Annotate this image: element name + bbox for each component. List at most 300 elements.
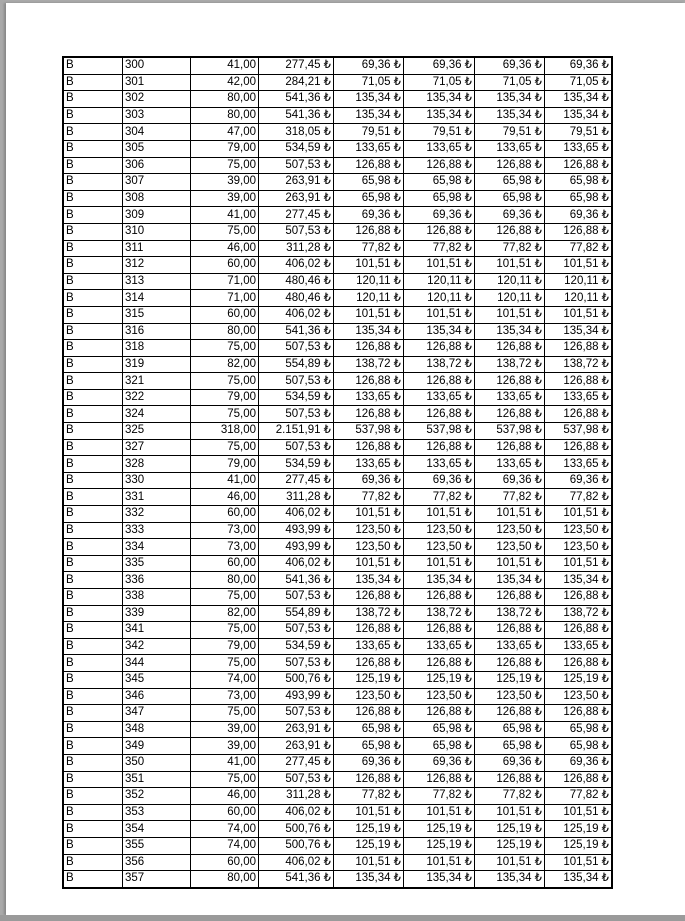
block-cell: B	[63, 389, 123, 406]
installment-2-cell: 126,88 ₺	[404, 223, 475, 240]
installment-1-cell: 138,72 ₺	[334, 605, 404, 622]
unit-no-cell: 311	[123, 240, 191, 257]
total-amount-cell: 493,99 ₺	[259, 522, 334, 539]
installment-1-cell: 65,98 ₺	[334, 738, 404, 755]
installment-1-cell: 126,88 ₺	[334, 373, 404, 390]
total-amount-cell: 406,02 ₺	[259, 804, 334, 821]
installment-3-cell: 126,88 ₺	[475, 223, 545, 240]
installment-3-cell: 138,72 ₺	[475, 605, 545, 622]
unit-no-cell: 353	[123, 804, 191, 821]
unit-no-cell: 330	[123, 472, 191, 489]
installment-1-cell: 133,65 ₺	[334, 638, 404, 655]
block-cell: B	[63, 472, 123, 489]
table-row	[63, 456, 612, 473]
area-cell: 39,00	[191, 721, 259, 738]
unit-no-cell: 310	[123, 223, 191, 240]
total-amount-cell: 406,02 ₺	[259, 854, 334, 871]
installment-1-cell: 65,98 ₺	[334, 721, 404, 738]
installment-3-cell: 135,34 ₺	[475, 871, 545, 888]
total-amount-cell: 507,53 ₺	[259, 622, 334, 639]
installment-1-cell: 77,82 ₺	[334, 788, 404, 805]
installment-1-cell: 135,34 ₺	[334, 572, 404, 589]
block-cell: B	[63, 340, 123, 357]
total-amount-cell: 500,76 ₺	[259, 837, 334, 854]
area-cell: 75,00	[191, 771, 259, 788]
table-row	[63, 489, 612, 506]
area-cell: 80,00	[191, 572, 259, 589]
area-cell: 41,00	[191, 754, 259, 771]
installment-4-cell: 101,51 ₺	[545, 306, 613, 323]
total-amount-cell: 541,36 ₺	[259, 871, 334, 888]
installment-4-cell: 101,51 ₺	[545, 506, 613, 523]
area-cell: 82,00	[191, 605, 259, 622]
table-row	[63, 821, 612, 838]
installment-1-cell: 126,88 ₺	[334, 589, 404, 606]
installment-1-cell: 133,65 ₺	[334, 389, 404, 406]
unit-no-cell: 355	[123, 837, 191, 854]
installment-3-cell: 101,51 ₺	[475, 306, 545, 323]
table-body	[63, 57, 612, 888]
installment-4-cell: 69,36 ₺	[545, 207, 613, 224]
installment-1-cell: 69,36 ₺	[334, 207, 404, 224]
installment-3-cell: 69,36 ₺	[475, 472, 545, 489]
area-cell: 75,00	[191, 157, 259, 174]
block-cell: B	[63, 240, 123, 257]
area-cell: 75,00	[191, 589, 259, 606]
area-cell: 82,00	[191, 356, 259, 373]
table-row	[63, 273, 612, 290]
total-amount-cell: 263,91 ₺	[259, 738, 334, 755]
installment-4-cell: 126,88 ₺	[545, 622, 613, 639]
installment-3-cell: 126,88 ₺	[475, 406, 545, 423]
total-amount-cell: 507,53 ₺	[259, 589, 334, 606]
total-amount-cell: 318,05 ₺	[259, 124, 334, 141]
installment-2-cell: 138,72 ₺	[404, 605, 475, 622]
table-row	[63, 207, 612, 224]
installment-3-cell: 135,34 ₺	[475, 323, 545, 340]
installment-3-cell: 126,88 ₺	[475, 622, 545, 639]
total-amount-cell: 507,53 ₺	[259, 340, 334, 357]
total-amount-cell: 311,28 ₺	[259, 788, 334, 805]
installment-4-cell: 69,36 ₺	[545, 754, 613, 771]
table-row	[63, 705, 612, 722]
table-row	[63, 389, 612, 406]
installment-4-cell: 138,72 ₺	[545, 605, 613, 622]
total-amount-cell: 263,91 ₺	[259, 174, 334, 191]
installment-4-cell: 101,51 ₺	[545, 854, 613, 871]
installment-1-cell: 126,88 ₺	[334, 771, 404, 788]
total-amount-cell: 507,53 ₺	[259, 373, 334, 390]
table-row	[63, 240, 612, 257]
table-row	[63, 522, 612, 539]
area-cell: 79,00	[191, 140, 259, 157]
installment-4-cell: 126,88 ₺	[545, 406, 613, 423]
installment-3-cell: 101,51 ₺	[475, 804, 545, 821]
block-cell: B	[63, 605, 123, 622]
installment-2-cell: 123,50 ₺	[404, 539, 475, 556]
table-row	[63, 721, 612, 738]
unit-no-cell: 350	[123, 754, 191, 771]
installment-4-cell: 120,11 ₺	[545, 273, 613, 290]
table-row	[63, 638, 612, 655]
installment-4-cell: 126,88 ₺	[545, 771, 613, 788]
unit-no-cell: 341	[123, 622, 191, 639]
block-cell: B	[63, 854, 123, 871]
installment-3-cell: 125,19 ₺	[475, 671, 545, 688]
block-cell: B	[63, 456, 123, 473]
installment-3-cell: 69,36 ₺	[475, 754, 545, 771]
area-cell: 74,00	[191, 837, 259, 854]
installment-1-cell: 101,51 ₺	[334, 306, 404, 323]
installment-3-cell: 123,50 ₺	[475, 688, 545, 705]
installment-1-cell: 101,51 ₺	[334, 804, 404, 821]
installment-4-cell: 65,98 ₺	[545, 174, 613, 191]
total-amount-cell: 507,53 ₺	[259, 223, 334, 240]
installment-2-cell: 101,51 ₺	[404, 854, 475, 871]
unit-no-cell: 312	[123, 257, 191, 274]
unit-no-cell: 333	[123, 522, 191, 539]
installment-2-cell: 133,65 ₺	[404, 638, 475, 655]
block-cell: B	[63, 373, 123, 390]
installment-2-cell: 65,98 ₺	[404, 190, 475, 207]
installment-3-cell: 101,51 ₺	[475, 257, 545, 274]
installment-1-cell: 126,88 ₺	[334, 705, 404, 722]
installment-1-cell: 126,88 ₺	[334, 439, 404, 456]
installment-2-cell: 126,88 ₺	[404, 705, 475, 722]
table-row	[63, 655, 612, 672]
installment-2-cell: 133,65 ₺	[404, 140, 475, 157]
installment-3-cell: 125,19 ₺	[475, 837, 545, 854]
unit-no-cell: 314	[123, 290, 191, 307]
installment-3-cell: 135,34 ₺	[475, 572, 545, 589]
installment-4-cell: 125,19 ₺	[545, 671, 613, 688]
block-cell: B	[63, 671, 123, 688]
installment-2-cell: 126,88 ₺	[404, 373, 475, 390]
installment-1-cell: 125,19 ₺	[334, 837, 404, 854]
installment-3-cell: 138,72 ₺	[475, 356, 545, 373]
unit-no-cell: 315	[123, 306, 191, 323]
installment-2-cell: 69,36 ₺	[404, 57, 475, 74]
block-cell: B	[63, 74, 123, 91]
table-row	[63, 837, 612, 854]
installment-3-cell: 133,65 ₺	[475, 140, 545, 157]
block-cell: B	[63, 140, 123, 157]
installment-3-cell: 123,50 ₺	[475, 539, 545, 556]
installment-2-cell: 69,36 ₺	[404, 472, 475, 489]
installment-3-cell: 126,88 ₺	[475, 655, 545, 672]
area-cell: 47,00	[191, 124, 259, 141]
table-row	[63, 754, 612, 771]
unit-no-cell: 316	[123, 323, 191, 340]
installment-4-cell: 123,50 ₺	[545, 522, 613, 539]
installment-3-cell: 71,05 ₺	[475, 74, 545, 91]
total-amount-cell: 554,89 ₺	[259, 605, 334, 622]
installment-4-cell: 69,36 ₺	[545, 472, 613, 489]
installment-3-cell: 133,65 ₺	[475, 456, 545, 473]
total-amount-cell: 500,76 ₺	[259, 671, 334, 688]
total-amount-cell: 507,53 ₺	[259, 406, 334, 423]
table-row	[63, 323, 612, 340]
installment-4-cell: 77,82 ₺	[545, 240, 613, 257]
unit-no-cell: 336	[123, 572, 191, 589]
area-cell: 75,00	[191, 655, 259, 672]
unit-no-cell: 331	[123, 489, 191, 506]
unit-no-cell: 348	[123, 721, 191, 738]
total-amount-cell: 311,28 ₺	[259, 489, 334, 506]
unit-no-cell: 325	[123, 423, 191, 440]
block-cell: B	[63, 705, 123, 722]
unit-no-cell: 349	[123, 738, 191, 755]
block-cell: B	[63, 522, 123, 539]
installment-3-cell: 125,19 ₺	[475, 821, 545, 838]
installment-1-cell: 101,51 ₺	[334, 257, 404, 274]
unit-no-cell: 327	[123, 439, 191, 456]
installment-4-cell: 101,51 ₺	[545, 555, 613, 572]
installment-2-cell: 120,11 ₺	[404, 290, 475, 307]
installment-4-cell: 79,51 ₺	[545, 124, 613, 141]
installment-1-cell: 126,88 ₺	[334, 157, 404, 174]
total-amount-cell: 2.151,91 ₺	[259, 423, 334, 440]
unit-no-cell: 306	[123, 157, 191, 174]
table-row	[63, 373, 612, 390]
installment-2-cell: 125,19 ₺	[404, 671, 475, 688]
installment-1-cell: 123,50 ₺	[334, 539, 404, 556]
table-row	[63, 871, 612, 888]
installment-4-cell: 126,88 ₺	[545, 439, 613, 456]
area-cell: 73,00	[191, 539, 259, 556]
total-amount-cell: 541,36 ₺	[259, 91, 334, 108]
total-amount-cell: 534,59 ₺	[259, 389, 334, 406]
table-row	[63, 804, 612, 821]
installment-2-cell: 133,65 ₺	[404, 456, 475, 473]
total-amount-cell: 277,45 ₺	[259, 472, 334, 489]
installment-4-cell: 120,11 ₺	[545, 290, 613, 307]
installment-2-cell: 65,98 ₺	[404, 738, 475, 755]
installment-1-cell: 126,88 ₺	[334, 655, 404, 672]
area-cell: 46,00	[191, 788, 259, 805]
table-row	[63, 190, 612, 207]
unit-no-cell: 301	[123, 74, 191, 91]
block-cell: B	[63, 356, 123, 373]
unit-no-cell: 324	[123, 406, 191, 423]
area-cell: 75,00	[191, 622, 259, 639]
installment-1-cell: 125,19 ₺	[334, 671, 404, 688]
installment-2-cell: 537,98 ₺	[404, 423, 475, 440]
block-cell: B	[63, 91, 123, 108]
installment-2-cell: 135,34 ₺	[404, 91, 475, 108]
area-cell: 80,00	[191, 107, 259, 124]
total-amount-cell: 277,45 ₺	[259, 207, 334, 224]
block-cell: B	[63, 223, 123, 240]
installment-4-cell: 126,88 ₺	[545, 589, 613, 606]
table-row	[63, 423, 612, 440]
total-amount-cell: 507,53 ₺	[259, 705, 334, 722]
installment-2-cell: 101,51 ₺	[404, 257, 475, 274]
table-row	[63, 622, 612, 639]
table-row	[63, 406, 612, 423]
area-cell: 46,00	[191, 489, 259, 506]
block-cell: B	[63, 572, 123, 589]
block-cell: B	[63, 539, 123, 556]
installment-3-cell: 126,88 ₺	[475, 373, 545, 390]
installment-4-cell: 123,50 ₺	[545, 688, 613, 705]
table-row	[63, 257, 612, 274]
installment-1-cell: 123,50 ₺	[334, 688, 404, 705]
installment-2-cell: 101,51 ₺	[404, 506, 475, 523]
unit-no-cell: 338	[123, 589, 191, 606]
area-cell: 39,00	[191, 190, 259, 207]
area-cell: 75,00	[191, 373, 259, 390]
installment-2-cell: 126,88 ₺	[404, 771, 475, 788]
installment-1-cell: 135,34 ₺	[334, 107, 404, 124]
installment-1-cell: 77,82 ₺	[334, 489, 404, 506]
unit-no-cell: 318	[123, 340, 191, 357]
area-cell: 80,00	[191, 871, 259, 888]
installment-2-cell: 120,11 ₺	[404, 273, 475, 290]
table-row	[63, 539, 612, 556]
installment-4-cell: 126,88 ₺	[545, 705, 613, 722]
table-row	[63, 788, 612, 805]
installment-4-cell: 65,98 ₺	[545, 738, 613, 755]
area-cell: 79,00	[191, 389, 259, 406]
installment-3-cell: 69,36 ₺	[475, 207, 545, 224]
block-cell: B	[63, 622, 123, 639]
installment-1-cell: 123,50 ₺	[334, 522, 404, 539]
installment-2-cell: 77,82 ₺	[404, 489, 475, 506]
area-cell: 74,00	[191, 671, 259, 688]
area-cell: 318,00	[191, 423, 259, 440]
installment-1-cell: 69,36 ₺	[334, 754, 404, 771]
table-row	[63, 572, 612, 589]
block-cell: B	[63, 190, 123, 207]
unit-no-cell: 322	[123, 389, 191, 406]
area-cell: 75,00	[191, 223, 259, 240]
block-cell: B	[63, 124, 123, 141]
spreadsheet-table	[62, 56, 613, 889]
block-cell: B	[63, 589, 123, 606]
installment-2-cell: 123,50 ₺	[404, 688, 475, 705]
installment-1-cell: 101,51 ₺	[334, 506, 404, 523]
total-amount-cell: 311,28 ₺	[259, 240, 334, 257]
total-amount-cell: 406,02 ₺	[259, 257, 334, 274]
installment-3-cell: 120,11 ₺	[475, 290, 545, 307]
total-amount-cell: 277,45 ₺	[259, 57, 334, 74]
installment-3-cell: 65,98 ₺	[475, 174, 545, 191]
unit-no-cell: 313	[123, 273, 191, 290]
installment-4-cell: 77,82 ₺	[545, 489, 613, 506]
installment-2-cell: 126,88 ₺	[404, 655, 475, 672]
table-row	[63, 688, 612, 705]
area-cell: 39,00	[191, 738, 259, 755]
installment-1-cell: 133,65 ₺	[334, 140, 404, 157]
total-amount-cell: 534,59 ₺	[259, 638, 334, 655]
block-cell: B	[63, 207, 123, 224]
table-row	[63, 356, 612, 373]
installment-3-cell: 101,51 ₺	[475, 555, 545, 572]
area-cell: 41,00	[191, 472, 259, 489]
block-cell: B	[63, 306, 123, 323]
installment-4-cell: 65,98 ₺	[545, 190, 613, 207]
installment-1-cell: 69,36 ₺	[334, 57, 404, 74]
unit-no-cell: 356	[123, 854, 191, 871]
viewer-bottom-edge	[0, 915, 685, 921]
total-amount-cell: 507,53 ₺	[259, 771, 334, 788]
installment-3-cell: 133,65 ₺	[475, 389, 545, 406]
unit-no-cell: 352	[123, 788, 191, 805]
area-cell: 75,00	[191, 705, 259, 722]
installment-1-cell: 126,88 ₺	[334, 223, 404, 240]
total-amount-cell: 541,36 ₺	[259, 323, 334, 340]
block-cell: B	[63, 721, 123, 738]
total-amount-cell: 507,53 ₺	[259, 439, 334, 456]
unit-no-cell: 351	[123, 771, 191, 788]
installment-2-cell: 79,51 ₺	[404, 124, 475, 141]
table-row	[63, 107, 612, 124]
total-amount-cell: 406,02 ₺	[259, 306, 334, 323]
installment-1-cell: 126,88 ₺	[334, 340, 404, 357]
installment-2-cell: 135,34 ₺	[404, 107, 475, 124]
installment-4-cell: 135,34 ₺	[545, 91, 613, 108]
installment-4-cell: 126,88 ₺	[545, 340, 613, 357]
block-cell: B	[63, 738, 123, 755]
installment-3-cell: 77,82 ₺	[475, 240, 545, 257]
installment-3-cell: 537,98 ₺	[475, 423, 545, 440]
installment-1-cell: 79,51 ₺	[334, 124, 404, 141]
total-amount-cell: 507,53 ₺	[259, 655, 334, 672]
table-row	[63, 157, 612, 174]
installment-2-cell: 126,88 ₺	[404, 340, 475, 357]
total-amount-cell: 534,59 ₺	[259, 456, 334, 473]
installment-1-cell: 135,34 ₺	[334, 91, 404, 108]
installment-3-cell: 123,50 ₺	[475, 522, 545, 539]
installment-1-cell: 537,98 ₺	[334, 423, 404, 440]
installment-3-cell: 77,82 ₺	[475, 788, 545, 805]
installment-2-cell: 123,50 ₺	[404, 522, 475, 539]
unit-no-cell: 347	[123, 705, 191, 722]
area-cell: 73,00	[191, 522, 259, 539]
table-row	[63, 306, 612, 323]
area-cell: 41,00	[191, 207, 259, 224]
total-amount-cell: 263,91 ₺	[259, 190, 334, 207]
installment-4-cell: 125,19 ₺	[545, 821, 613, 838]
block-cell: B	[63, 290, 123, 307]
unit-no-cell: 305	[123, 140, 191, 157]
unit-no-cell: 335	[123, 555, 191, 572]
unit-no-cell: 304	[123, 124, 191, 141]
installment-3-cell: 135,34 ₺	[475, 107, 545, 124]
installment-3-cell: 126,88 ₺	[475, 589, 545, 606]
area-cell: 75,00	[191, 406, 259, 423]
total-amount-cell: 277,45 ₺	[259, 754, 334, 771]
installment-1-cell: 138,72 ₺	[334, 356, 404, 373]
table-row	[63, 472, 612, 489]
table-row	[63, 57, 612, 74]
installment-2-cell: 133,65 ₺	[404, 389, 475, 406]
installment-4-cell: 77,82 ₺	[545, 788, 613, 805]
installment-2-cell: 77,82 ₺	[404, 788, 475, 805]
table-row	[63, 140, 612, 157]
installment-2-cell: 126,88 ₺	[404, 406, 475, 423]
installment-2-cell: 65,98 ₺	[404, 174, 475, 191]
table-row	[63, 174, 612, 191]
unit-no-cell: 357	[123, 871, 191, 888]
area-cell: 60,00	[191, 854, 259, 871]
installment-1-cell: 135,34 ₺	[334, 871, 404, 888]
installment-3-cell: 126,88 ₺	[475, 340, 545, 357]
installment-4-cell: 69,36 ₺	[545, 57, 613, 74]
installment-1-cell: 101,51 ₺	[334, 555, 404, 572]
installment-4-cell: 138,72 ₺	[545, 356, 613, 373]
